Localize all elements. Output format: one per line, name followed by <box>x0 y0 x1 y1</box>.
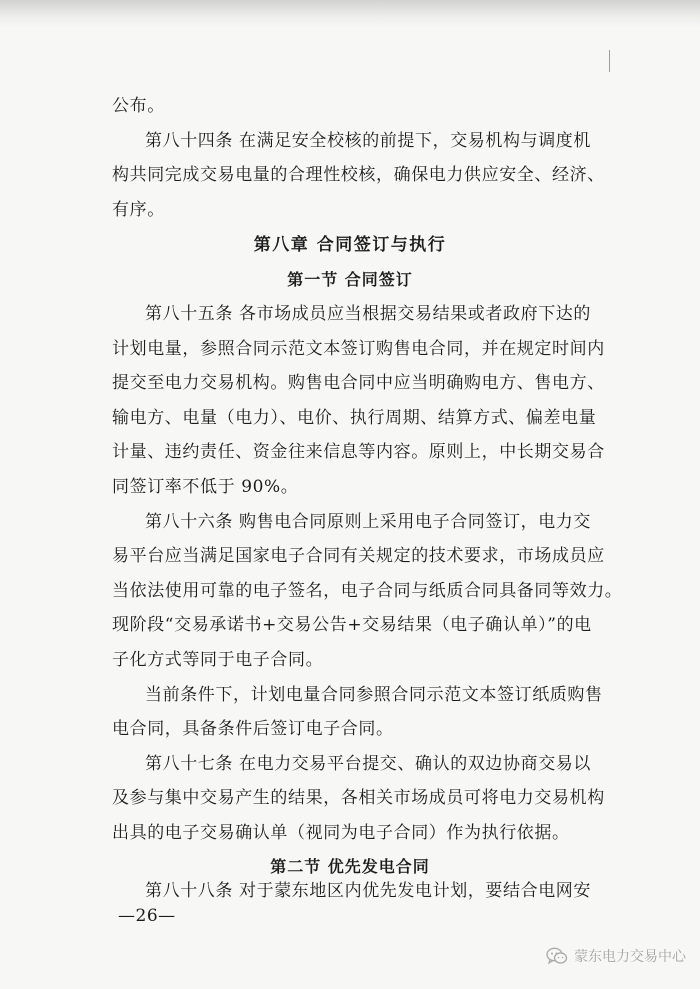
body-line: 有序。 <box>112 200 165 220</box>
body-line: 提交至电力交易机构。购售电合同中应当明确购电方、售电方、 <box>112 373 605 393</box>
wechat-icon <box>546 947 568 965</box>
body-line: 出具的电子交易确认单（视同为电子合同）作为执行依据。 <box>112 823 570 843</box>
scan-shadow <box>0 0 700 28</box>
body-line: 子化方式等同于电子合同。 <box>112 650 324 670</box>
watermark-text: 蒙东电力交易中心 <box>574 949 686 965</box>
body-line: 及参与集中交易产生的结果，各相关市场成员可将电力交易机构 <box>112 788 605 808</box>
body-line: 构共同完成交易电量的合理性校核，确保电力供应安全、经济、 <box>112 165 605 185</box>
body-line: 现阶段“交易承诺书+交易公告+交易结果（电子确认单）”的电 <box>112 615 592 635</box>
article-84-line: 第八十四条 在满足安全校核的前提下，交易机构与调度机 <box>145 131 592 151</box>
article-85-line: 第八十五条 各市场成员应当根据交易结果或者政府下达的 <box>145 304 592 324</box>
body-line: 计划电量，参照合同示范文本签订购售电合同，并在规定时间内 <box>112 339 605 359</box>
section-title: 第一节 合同签订 <box>287 270 413 289</box>
body-line: 当前条件下，计划电量合同参照合同示范文本签订纸质购售 <box>145 685 603 705</box>
article-87-line: 第八十七条 在电力交易平台提交、确认的双边协商交易以 <box>145 754 592 774</box>
body-line: 易平台应当满足国家电子合同有关规定的技术要求，市场成员应 <box>112 546 605 566</box>
chapter-title: 第八章 合同签订与执行 <box>253 235 447 255</box>
body-line: 当依法使用可靠的电子签名，电子合同与纸质合同具备同等效力。 <box>112 581 623 601</box>
page-number: —26— <box>118 906 176 926</box>
body-line: 公布。 <box>112 96 165 116</box>
body-line: 电合同，具备条件后签订电子合同。 <box>112 719 394 739</box>
body-line: 同签订率不低于 90%。 <box>112 477 299 497</box>
scan-edge-mark <box>609 50 610 72</box>
body-line: 输电方、电量（电力）、电价、执行周期、结算方式、偏差电量 <box>112 408 597 428</box>
body-line: 计量、违约责任、资金往来信息等内容。原则上，中长期交易合 <box>112 442 605 462</box>
article-88-line: 第八十八条 对于蒙东地区内优先发电计划，要结合电网安 <box>145 881 592 901</box>
section-title: 第二节 优先发电合同 <box>270 857 430 876</box>
watermark <box>546 946 686 966</box>
article-86-line: 第八十六条 购售电合同原则上采用电子合同签订，电力交 <box>145 512 592 532</box>
